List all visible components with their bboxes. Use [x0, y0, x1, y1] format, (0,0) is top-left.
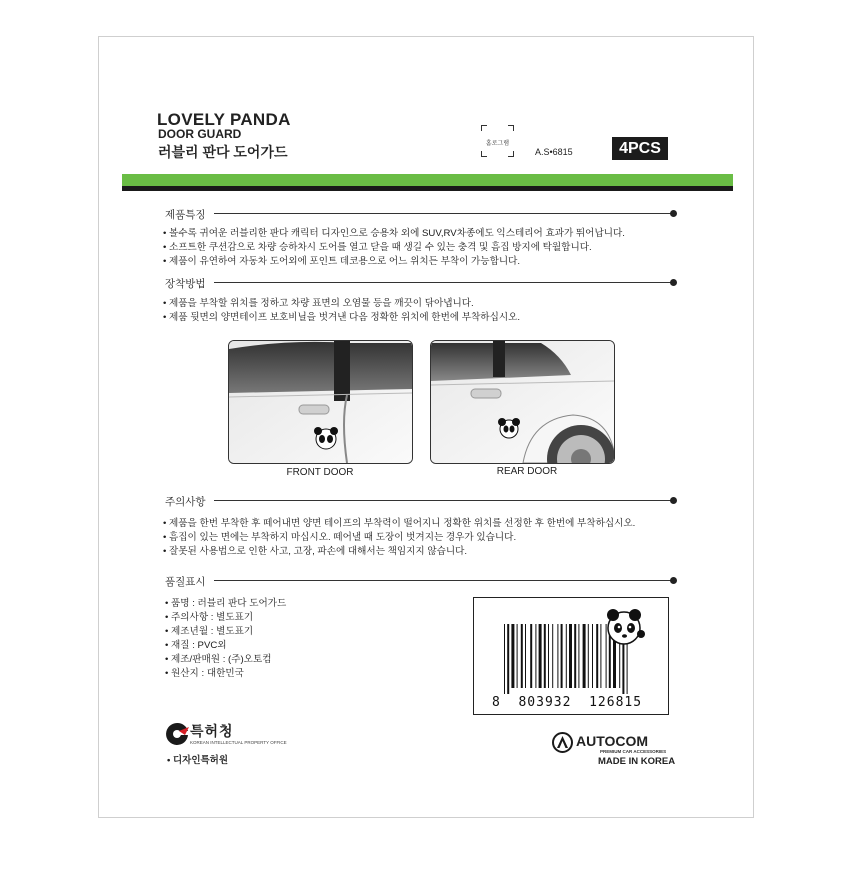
barcode-bar: [552, 624, 553, 688]
quantity-badge: 4PCS: [612, 137, 668, 160]
company-tagline: PREMIUM CAR ACCESSORIES: [600, 749, 667, 754]
quality-item: • 원산지 : 대한민국: [165, 668, 244, 679]
barcode-bar: [561, 624, 563, 688]
front-door-illustration: [229, 341, 412, 463]
feature-item: • 제품이 유연하여 자동차 도어외에 포인트 데코용으로 어느 위치든 부착이 가능합니다.: [163, 256, 521, 267]
hologram-placeholder: [481, 125, 514, 157]
barcode-bar: [569, 624, 572, 688]
feature-item: • 소프트한 쿠션감으로 차량 승하차시 도어를 열고 닫을 때 생길 수 있는 충격 및 흠집 방지에 탁월합니다.: [163, 242, 592, 253]
panda-icon: [607, 609, 645, 644]
barcode-bar: [544, 624, 546, 688]
brand-title-korean: 러블리 판다 도어가드: [158, 144, 288, 160]
kipo-subtitle: KOREAN INTELLECTUAL PROPERTY OFFICE: [190, 740, 287, 745]
barcode-bar: [521, 624, 523, 688]
barcode-bar: [517, 624, 518, 688]
barcode-bar: [511, 624, 514, 688]
barcode-bar: [535, 624, 536, 688]
quality-item: • 제조/판매원 : (주)오토컴: [165, 654, 272, 665]
caution-item: • 제품을 한번 부착한 후 떼어내면 양면 테이프의 부착력이 떨어지니 정확한 위치를 선정한 후 한번에 부착하십시오.: [163, 518, 636, 529]
quality-item: • 재질 : PVC외: [165, 640, 227, 651]
barcode-bar: [588, 624, 589, 688]
brand-subtitle: DOOR GUARD: [158, 127, 242, 141]
front-door-caption: FRONT DOOR: [286, 467, 354, 478]
barcode-panel: [473, 597, 669, 715]
barcode-bar: [539, 624, 542, 688]
quality-header: [165, 574, 677, 588]
install-item: • 제품을 부착할 위치를 정하고 차량 표면의 오염물 등을 깨끗이 닦아냅니다.: [163, 298, 474, 309]
barcode-bar: [548, 624, 549, 688]
made-in-label: MADE IN KOREA: [598, 756, 676, 767]
barcode-bar: [530, 624, 532, 688]
design-patent-note: • 디자인특허원: [167, 755, 229, 766]
barcode-bar: [596, 624, 598, 688]
kipo-logo-icon: [165, 721, 189, 747]
caution-item: • 흠집이 있는 면에는 부착하지 마십시오. 떼어낼 때 도장이 벗겨지는 경우가 있습니다.: [163, 532, 517, 543]
barcode-bar: [578, 624, 579, 688]
barcode-bar: [583, 624, 586, 688]
front-door-photo: [228, 340, 413, 464]
kipo-name: 특허청: [190, 723, 234, 739]
model-number: A.S•6815: [535, 147, 573, 157]
caution-item: • 잘못된 사용법으로 인한 사고, 고장, 파손에 대해서는 책임지지 않습니다.: [163, 546, 468, 557]
barcode-bar: [606, 624, 607, 688]
barcode-bar: [507, 624, 509, 694]
feature-item: • 볼수록 귀여운 러블리한 판다 캐릭터 디자인으로 승용차 외에 SUV,RV차종에도 익스테리어 효과가 뛰어납니다.: [163, 228, 625, 239]
quality-item: • 주의사항 : 별도표기: [165, 612, 254, 623]
autocom-logo-icon: [552, 732, 573, 753]
quality-item: • 제조년월 : 별도표기: [165, 626, 254, 637]
barcode-bar: [557, 624, 558, 688]
install-title: 장착방법: [165, 278, 206, 290]
barcode-bar: [600, 624, 601, 688]
brand-title: LOVELY PANDA: [157, 110, 291, 129]
install-header: [165, 276, 677, 290]
caution-header: [165, 494, 677, 508]
barcode-bar: [525, 624, 526, 688]
caution-title: 주의사항: [165, 496, 206, 508]
rear-door-caption: REAR DOOR: [496, 466, 558, 477]
company-name: AUTOCOM: [576, 733, 649, 749]
green-band: [122, 174, 733, 186]
dark-band: [122, 186, 733, 191]
barcode-bar: [592, 624, 593, 688]
barcode-bar: [504, 624, 505, 694]
rear-door-photo: [430, 340, 615, 464]
barcode-bar: [566, 624, 567, 688]
rear-door-illustration: [431, 341, 614, 463]
barcode-number: 8 803932 126815: [492, 695, 643, 710]
barcode-bar: [574, 624, 576, 688]
features-header: [165, 207, 677, 221]
hologram-label: 홈로그램: [485, 141, 510, 147]
install-item: • 제품 뒷면의 양면테이프 보호비닐을 벗겨낸 다음 정확한 위치에 한번에 부착하십시오.: [163, 312, 521, 323]
quality-title: 품질표시: [165, 576, 206, 588]
features-title: 제품특징: [165, 209, 206, 221]
quality-item: • 품명 : 러블리 판다 도어가드: [165, 598, 287, 609]
